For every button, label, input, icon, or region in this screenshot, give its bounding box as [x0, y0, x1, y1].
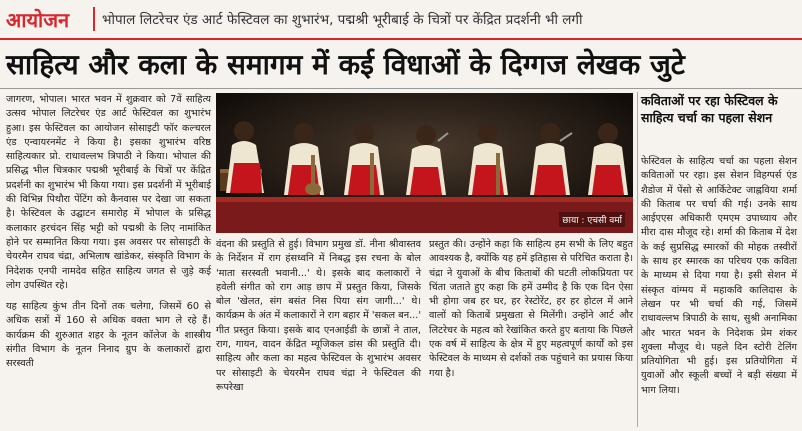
- top-rule: [0, 38, 802, 40]
- section-kicker: आयोजन: [6, 8, 70, 32]
- headline: साहित्य और कला के समागम में कई विधाओं के दिग्गज लेखक जुटे: [6, 48, 685, 81]
- kicker-divider: [93, 7, 95, 31]
- event-photo: [216, 93, 633, 233]
- photo-credit: छाया : एचसी वर्मा: [559, 212, 625, 227]
- kicker-subheadline: भोपाल लिटरेचर एंड आर्ट फेस्टिवल का शुभारंभ, पद्मश्री भूरीबाई के चित्रों पर केंद्रित प्रदर्शनी भी लगी: [102, 12, 583, 28]
- sidebar-divider: [637, 92, 638, 427]
- article-paragraph-1: जागरण, भोपाल। भारत भवन में शुक्रवार को 7वें साहित्य उत्सव भोपाल लिटरेचर एंड आर्ट फेस्टिवल का शुभारंभ हुआ। इस फेस्टिवल का आयोजन सोसाइटी फॉर कल्चरल एंड एन्वायरनमेंट ने किया है। इसका शुभारंभ वरिष्ठ साहित्यकार प्रो. राधावल्लभ त्रिपाठी ने किया। भोपाल की प्रसिद्ध भील चित्रकार पद्मश्री भूरीबाई के चित्रों पर केंद्रित प्रदर्शनी का शुभारंभ भी किया गया। इस प्रदर्शनी में भूरीबाई की विभिन्न पिथौरा पेंटिंग को कैनवास पर देखा जा सकता है। फेस्टिवल के उद्घाटन समारोह में भोपाल के प्रसिद्ध कलाकार हरचंदन सिंह भट्टी को पद्मश्री के लिए नामांकित होने पर सम्मानित किया गया। इस अवसर पर सोसाइटी के चेयरमैन राघव चंद्रा, अभिलाष खांडेकर, संस्कृति विभाग के निदेशक एनपी नामदेव सहित साहित्य जगत से जुड़े कई लोग उपस्थित रहे।: [6, 94, 211, 291]
- article-paragraph-2: यह साहित्य कुंभ तीन दिनों तक चलेगा, जिसमें 60 से अधिक सत्रों में 160 से अधिक वक्ता भाग ले रहे हैं। कार्यक्रम की शुरुआत शहर के नूतन कॉलेज के शास्त्रीय संगीत विभाग के नूतन निनाद ग्रुप के कलाकारों द्वारा सरस्वती: [6, 301, 211, 370]
- article-column-3: प्रस्तुत की। उन्होंने कहा कि साहित्य हम सभी के लिए बहुत आवश्यक है, क्योंकि यह हमें इतिहास से परिचित कराता है। चंद्रा ने युवाओं के बीच किताबों की घटती लोकप्रियता पर चिंता जताते हुए कहा कि हमें उम्मीद है कि एक दिन ऐसा भी होगा जब हर घर, हर रेस्टोरेंट, हर हर होटल में आने वालों को किताबें प्रमुखता से मिलेंगी। उन्होंने आर्ट और लिटरेचर के महत्व को रेखांकित करते हुए बताया कि पिछले एक वर्ष में साहित्य के क्षेत्र में हुए महत्वपूर्ण कार्यों को इस फेस्टिवल के माध्यम से दर्शकों तक पहुंचाने का प्रयास किया गया है।: [429, 239, 633, 379]
- article-column-1: [6, 93, 211, 372]
- article-column-2: वंदना की प्रस्तुति से हुई। विभाग प्रमुख डॉ. नीना श्रीवास्तव के निर्देशन में राग हंसध्वनि में निबद्ध इस रचना के बोल 'माता सरस्वती भवानी...' थे। इसके बाद कलाकारों ने हवेली संगीत को राग आड़ छाप में प्रस्तुत किया, जिसके बोल 'खेलत, संग बसंत निस पिया संग जागी...' थे। कार्यक्रम के अंत में कलाकारों ने राग बहार में 'सकल बन...' गीत प्रस्तुत किया। इसके बाद एनआईडी के छात्रों ने ताल, राग, गायन, वादन केंद्रित म्यूजिकल डांस की प्रस्तुति दी। साहित्य और कला का महत्व फेस्टिवल के शुभारंभ अवसर पर सोसाइटी के चेयरमैन राघव चंद्रा ने फेस्टिवल की रूपरेखा: [216, 239, 421, 393]
- sidebar-heading: कविताओं पर रहा फेस्टिवल के साहित्य चर्चा का पहला सेशन: [641, 93, 778, 125]
- headline-rule: [0, 88, 802, 89]
- kicker-row: [0, 0, 802, 38]
- sidebar-body: फेस्टिवल के साहित्य चर्चा का पहला सेशन कविताओं पर रहा। इस सेशन विहग्पर्स एंड शैडोज में पेंसो से आर्किटेक्ट जाह्नविया शर्मा की किताब पर चर्चा की गई। उनके साथ आईएएस अधिकारी एमएम उपाध्याय और मीरा दास मौजूद रहे। शर्मा की किताब में देश के कई सुप्रसिद्ध स्मारकों की मोहक तस्वीरों के साथ हर स्मारक का परिचय एक कविता के माध्यम से दिया गया है। इसी सेशन में संस्कृत वांग्मय में महाकवि कालिदास के लेखन पर भी चर्चा की गई, जिसमें राधावल्लभ त्रिपाठी के साथ, सुश्री अनामिका और भारत भवन के निदेशक प्रेम शंकर शुक्ला मौजूद थे। पहले दिन स्टोरी टेलिंग प्रतियोगिता भी हुई। इस प्रतियोगिता में युवाओं और स्कूली बच्चों ने बड़ी संख्या में भाग लिया।: [641, 156, 797, 396]
